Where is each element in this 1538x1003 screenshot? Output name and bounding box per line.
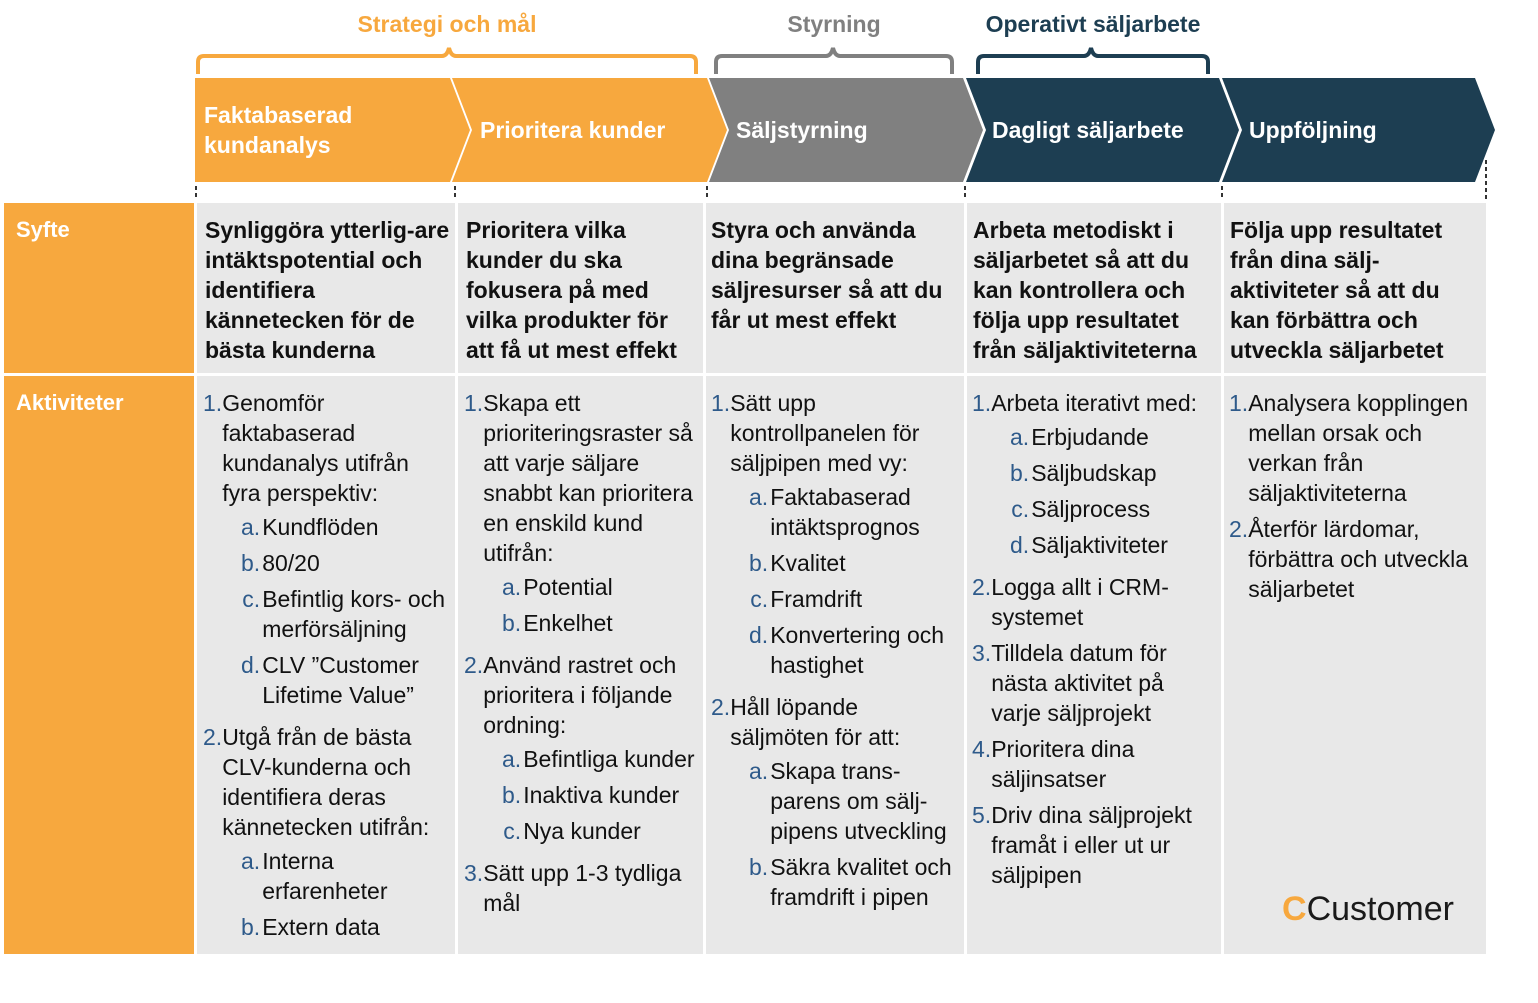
stage-label-uppfoljning: Uppföljning [1249, 117, 1377, 143]
subitem-letter: d. [749, 622, 769, 648]
activity-number: 2. [1229, 516, 1249, 542]
stage-label-saljstyrning: Säljstyrning [736, 117, 868, 143]
subitem-letter: a. [241, 514, 261, 540]
group-title-strategy: Strategi och mål [357, 11, 537, 37]
activity-subitem [1005, 422, 1217, 452]
activity-subitem [744, 548, 960, 578]
activity-subitem [1005, 458, 1217, 488]
activity-text: Håll löpande säljmöten för att: [730, 694, 901, 750]
subitem-letter: d. [241, 652, 261, 678]
subitem-letter: c. [1011, 496, 1030, 522]
activity-text: Skapa ett prioriteringsraster så att varje säljare snabbt kan prioritera en enskild kund utifrån: [483, 390, 693, 566]
purpose-cell-5: Följa upp resultatet från dina sälj-aktiviteter så att du kan förbättra och utveckla säljarbetet [1224, 203, 1486, 373]
subitem-text: 80/20 [262, 550, 320, 576]
activity-item [972, 734, 1217, 794]
subitem-text: Kundflöden [262, 514, 379, 540]
activity-number: 1. [972, 390, 992, 416]
purpose-cell-4: Arbeta metodiskt i säljarbetet så att du kan kontrollera och följa upp resultatet från säljaktiviteterna [967, 203, 1221, 373]
activity-number: 1. [711, 390, 731, 416]
activity-number: 1. [1229, 390, 1249, 416]
activity-number: 2. [203, 724, 223, 750]
activity-text: Arbeta iterativt med: [991, 390, 1197, 416]
row-label-purpose: Syfte [4, 203, 194, 373]
subitem-letter: b. [502, 610, 522, 636]
activity-number: 4. [972, 736, 992, 762]
activity-item [464, 650, 699, 852]
activity-number: 5. [972, 802, 992, 828]
activity-subitem [744, 756, 960, 846]
activity-subitem [744, 482, 960, 542]
activity-item [1229, 514, 1482, 604]
subitem-text: Extern data [262, 914, 380, 940]
subitem-letter: b. [749, 854, 769, 880]
activities-cell-1 [197, 376, 455, 954]
subitem-text: Faktabaserad intäktsprognos [770, 484, 920, 540]
activity-number: 3. [972, 640, 992, 666]
activity-subitem [236, 846, 451, 906]
subitem-letter: c. [750, 586, 769, 612]
activity-subitem [497, 780, 699, 810]
subitem-text: Potential [523, 574, 613, 600]
subitem-letter: a. [749, 484, 769, 510]
activity-item [203, 388, 451, 716]
activity-subitem [497, 744, 699, 774]
activity-subitem [744, 584, 960, 614]
purpose-cell-1: Synliggöra ytterlig-are intäktspotential och identifiera kännetecken för de bästa kunderna [197, 203, 455, 373]
subitem-text: Säljprocess [1031, 496, 1151, 522]
activity-text: Återför lärdomar, förbättra och utveckla säljarbetet [1248, 516, 1469, 602]
subitem-letter: a. [502, 746, 522, 772]
activity-item [972, 572, 1217, 632]
subitem-letter: b. [749, 550, 769, 576]
subitem-text: Skapa trans-parens om sälj-pipens utveckling [770, 758, 947, 844]
group-title-operative: Operativt säljarbete [985, 11, 1201, 37]
subitem-letter: a. [502, 574, 522, 600]
subitem-letter: b. [1010, 460, 1030, 486]
subitem-text: Säkra kvalitet och framdrift i pipen [770, 854, 952, 910]
activity-text: Använd rastret och prioritera i följande ordning: [483, 652, 677, 738]
subitem-letter: a. [241, 848, 261, 874]
ccustomer-logo: CCustomer [1282, 890, 1454, 928]
activity-text: Sätt upp 1-3 tydliga mål [483, 860, 682, 916]
activity-text: Logga allt i CRM-systemet [991, 574, 1169, 630]
activity-number: 2. [711, 694, 731, 720]
stage-label-dagligt: Dagligt säljarbete [992, 117, 1184, 143]
activity-number: 2. [972, 574, 992, 600]
subitem-letter: b. [241, 914, 261, 940]
activity-subitem [744, 852, 960, 912]
activity-item [203, 722, 451, 948]
activity-text: Sätt upp kontrollpanelen för säljpipen med vy: [730, 390, 920, 476]
activity-subitem [497, 816, 699, 846]
subitem-text: Kvalitet [770, 550, 846, 576]
subitem-letter: c. [242, 586, 261, 612]
activity-text: Analysera kopplingen mellan orsak och verkan från säljaktiviteterna [1248, 390, 1469, 506]
activity-subitem [236, 548, 451, 578]
activity-subitem [236, 650, 451, 710]
subitem-letter: b. [241, 550, 261, 576]
activities-cell-4 [967, 376, 1221, 954]
subitem-text: Erbjudande [1031, 424, 1149, 450]
activity-number: 3. [464, 860, 484, 886]
subitem-letter: b. [502, 782, 522, 808]
activity-subitem [236, 912, 451, 942]
subitem-text: Inaktiva kunder [523, 782, 680, 808]
activity-subitem [236, 512, 451, 542]
subitem-letter: a. [1010, 424, 1030, 450]
purpose-cell-3: Styra och använda dina begränsade säljresurser så att du får ut mest effekt [706, 203, 964, 373]
subitem-text: Säljaktiviteter [1031, 532, 1168, 558]
activity-subitem [236, 584, 451, 644]
activity-subitem [744, 620, 960, 680]
activity-item [972, 800, 1217, 890]
activity-item [464, 858, 699, 918]
subitem-text: Enkelhet [523, 610, 613, 636]
subitem-text: Interna erfarenheter [262, 848, 388, 904]
activity-subitem [1005, 530, 1217, 560]
activity-item [972, 388, 1217, 566]
activity-text: Utgå från de bästa CLV-kunderna och identifiera deras kännetecken utifrån: [222, 724, 430, 840]
subitem-letter: c. [503, 818, 522, 844]
activity-item [1229, 388, 1482, 508]
activity-item [711, 692, 960, 918]
subitem-text: Framdrift [770, 586, 863, 612]
subitem-text: Befintlig kors- och merförsäljning [262, 586, 445, 642]
subitem-letter: d. [1010, 532, 1030, 558]
stage-label-faktabaserad: Faktabaserad kundanalys [204, 102, 353, 158]
activity-subitem [497, 572, 699, 602]
activity-text: Prioritera dina säljinsatser [991, 736, 1135, 792]
subitem-letter: a. [749, 758, 769, 784]
group-title-steering: Styrning [787, 11, 881, 37]
subitem-text: Konvertering och hastighet [770, 622, 945, 678]
activity-item [464, 388, 699, 644]
activity-text: Genomför faktabaserad kundanalys utifrån fyra perspektiv: [222, 390, 409, 506]
subitem-text: Nya kunder [523, 818, 641, 844]
subitem-text: Befintliga kunder [523, 746, 695, 772]
activities-cell-5 [1224, 376, 1486, 954]
activities-cell-3 [706, 376, 964, 954]
activity-text: Tilldela datum för nästa aktivitet på varje säljprojekt [991, 640, 1167, 726]
purpose-cell-2: Prioritera vilka kunder du ska fokusera på med vilka produkter för att få ut mest effekt [458, 203, 703, 373]
stage-label-prioritera: Prioritera kunder [480, 117, 666, 143]
activity-number: 1. [203, 390, 223, 416]
row-label-activities: Aktiviteter [4, 376, 194, 954]
activity-item [972, 638, 1217, 728]
subitem-text: Säljbudskap [1031, 460, 1157, 486]
subitem-text: CLV ”Customer Lifetime Value” [262, 652, 419, 708]
activity-number: 2. [464, 652, 484, 678]
activity-subitem [497, 608, 699, 638]
activities-cell-2 [458, 376, 703, 954]
activity-item [711, 388, 960, 686]
activity-number: 1. [464, 390, 484, 416]
activity-subitem [1005, 494, 1217, 524]
activity-text: Driv dina säljprojekt framåt i eller ut ur säljpipen [991, 802, 1192, 888]
